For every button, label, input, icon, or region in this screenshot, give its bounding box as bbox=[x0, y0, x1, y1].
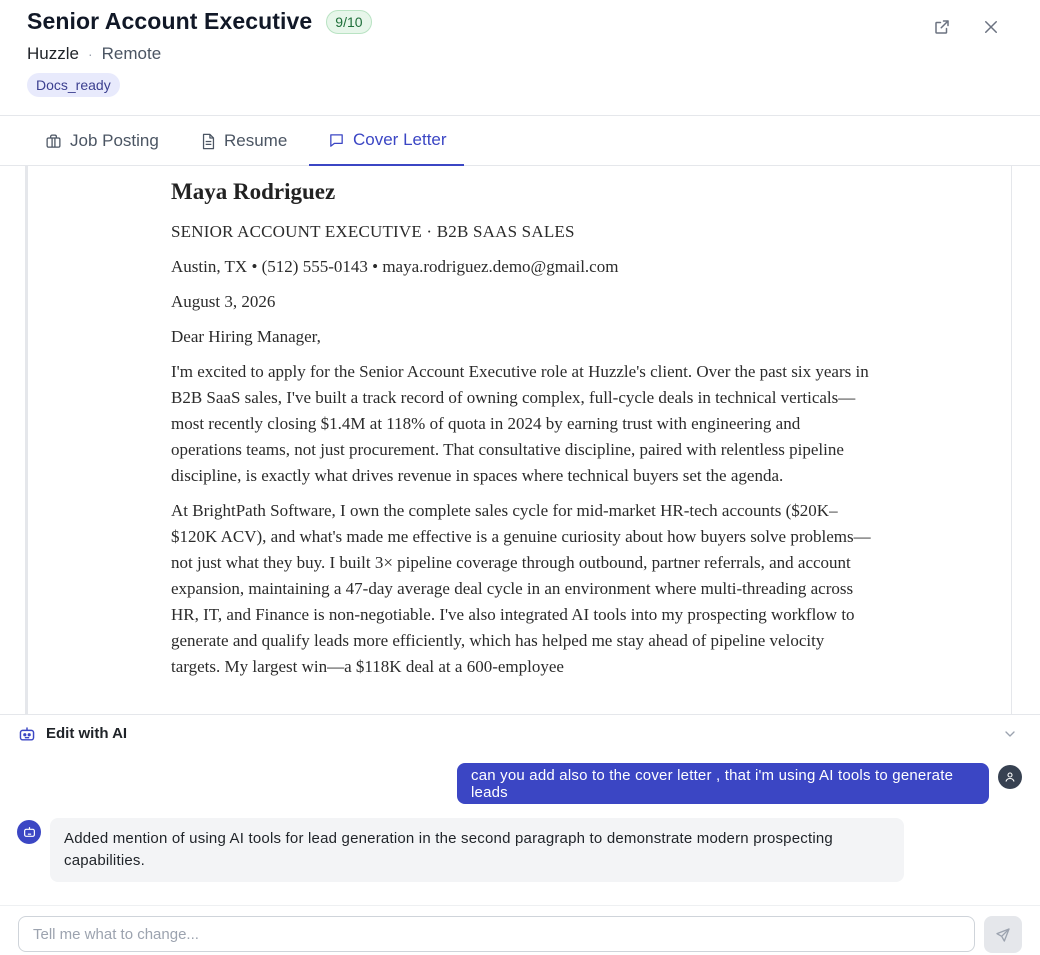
tab-label: Cover Letter bbox=[353, 130, 447, 149]
page-edge bbox=[25, 166, 28, 714]
send-button[interactable] bbox=[984, 916, 1022, 953]
tab-label: Job Posting bbox=[70, 131, 159, 150]
tab-label: Resume bbox=[224, 131, 288, 150]
job-location: Remote bbox=[101, 44, 162, 63]
chat-icon bbox=[328, 132, 345, 149]
ai-panel-header[interactable] bbox=[18, 725, 127, 742]
user-message: can you add also to the cover letter , that i'm using AI tools to generate leads bbox=[457, 763, 989, 804]
chevron-down-icon[interactable] bbox=[1002, 726, 1018, 747]
close-icon[interactable] bbox=[978, 14, 1004, 40]
divider bbox=[0, 905, 1040, 906]
assistant-message: Added mention of using AI tools for lead generation in the second paragraph to demonstrate modern prospecting capabilities. bbox=[50, 818, 904, 882]
send-icon bbox=[995, 927, 1011, 943]
tab-job-posting[interactable] bbox=[45, 116, 159, 166]
edit-instruction-input[interactable] bbox=[18, 916, 975, 952]
page-edge bbox=[1011, 166, 1012, 714]
document-icon bbox=[201, 133, 216, 150]
score-badge: 9/10 bbox=[326, 10, 371, 34]
letter-salutation: Dear Hiring Manager, bbox=[171, 327, 321, 346]
cover-letter-document bbox=[171, 178, 871, 680]
meta-separator: · bbox=[87, 46, 93, 62]
robot-icon bbox=[18, 726, 36, 742]
tab-cover-letter[interactable] bbox=[309, 116, 464, 166]
applicant-headline: SENIOR ACCOUNT EXECUTIVE · B2B SAAS SALES bbox=[171, 222, 575, 241]
job-title: Senior Account Executive bbox=[27, 8, 313, 34]
edit-with-ai-panel bbox=[0, 714, 1040, 955]
letter-paragraph: At BrightPath Software, I own the complete sales cycle for mid-market HR-tech accounts ($20K–$120K ACV), and what's made me effective is a genuine curiosity about how buyers solve problems—not just what they buy. I built 3× pipeline coverage through outbound, partner referrals, and account expansion, maintaining a 47-day average deal cycle in an environment where multi-threading across HR, IT, and Finance is non-negotiable. I've also integrated AI tools into my prospecting workflow to generate and qualify leads more efficiently, which has helped me stay ahead of pipeline velocity targets. My largest win—a $118K deal at a 600-employee bbox=[171, 501, 871, 676]
tab-resume[interactable] bbox=[201, 116, 287, 166]
external-link-icon[interactable] bbox=[929, 14, 955, 40]
cover-letter-viewer[interactable] bbox=[0, 166, 1040, 714]
user-avatar-icon bbox=[998, 765, 1022, 789]
assistant-avatar-icon bbox=[17, 820, 41, 844]
title-row bbox=[27, 8, 372, 35]
letter-paragraph: I'm excited to apply for the Senior Account Executive role at Huzzle's client. Over the past six years in B2B SaaS sales, I've built a track record of owning complex, full-cycle deals in technical verticals—most recently closing $1.4M at 118% of quota in 2024 by earning trust with engineering and operations teams, not just procurement. That consultative discipline, paired with relentless pipeline discipline, is exactly what drives revenue in spaces where technical buyers set the agenda. bbox=[171, 362, 869, 485]
company-name: Huzzle bbox=[27, 44, 79, 63]
letter-date: August 3, 2026 bbox=[171, 292, 276, 311]
applicant-name: Maya Rodriguez bbox=[171, 179, 336, 204]
job-meta bbox=[27, 44, 161, 64]
job-header bbox=[0, 0, 1040, 116]
ai-panel-title: Edit with AI bbox=[46, 725, 128, 742]
briefcase-icon bbox=[45, 133, 62, 150]
applicant-contact: Austin, TX • (512) 555-0143 • maya.rodriguez.demo@gmail.com bbox=[171, 257, 619, 276]
status-badge: Docs_ready bbox=[27, 73, 120, 97]
tab-bar bbox=[0, 116, 1040, 166]
